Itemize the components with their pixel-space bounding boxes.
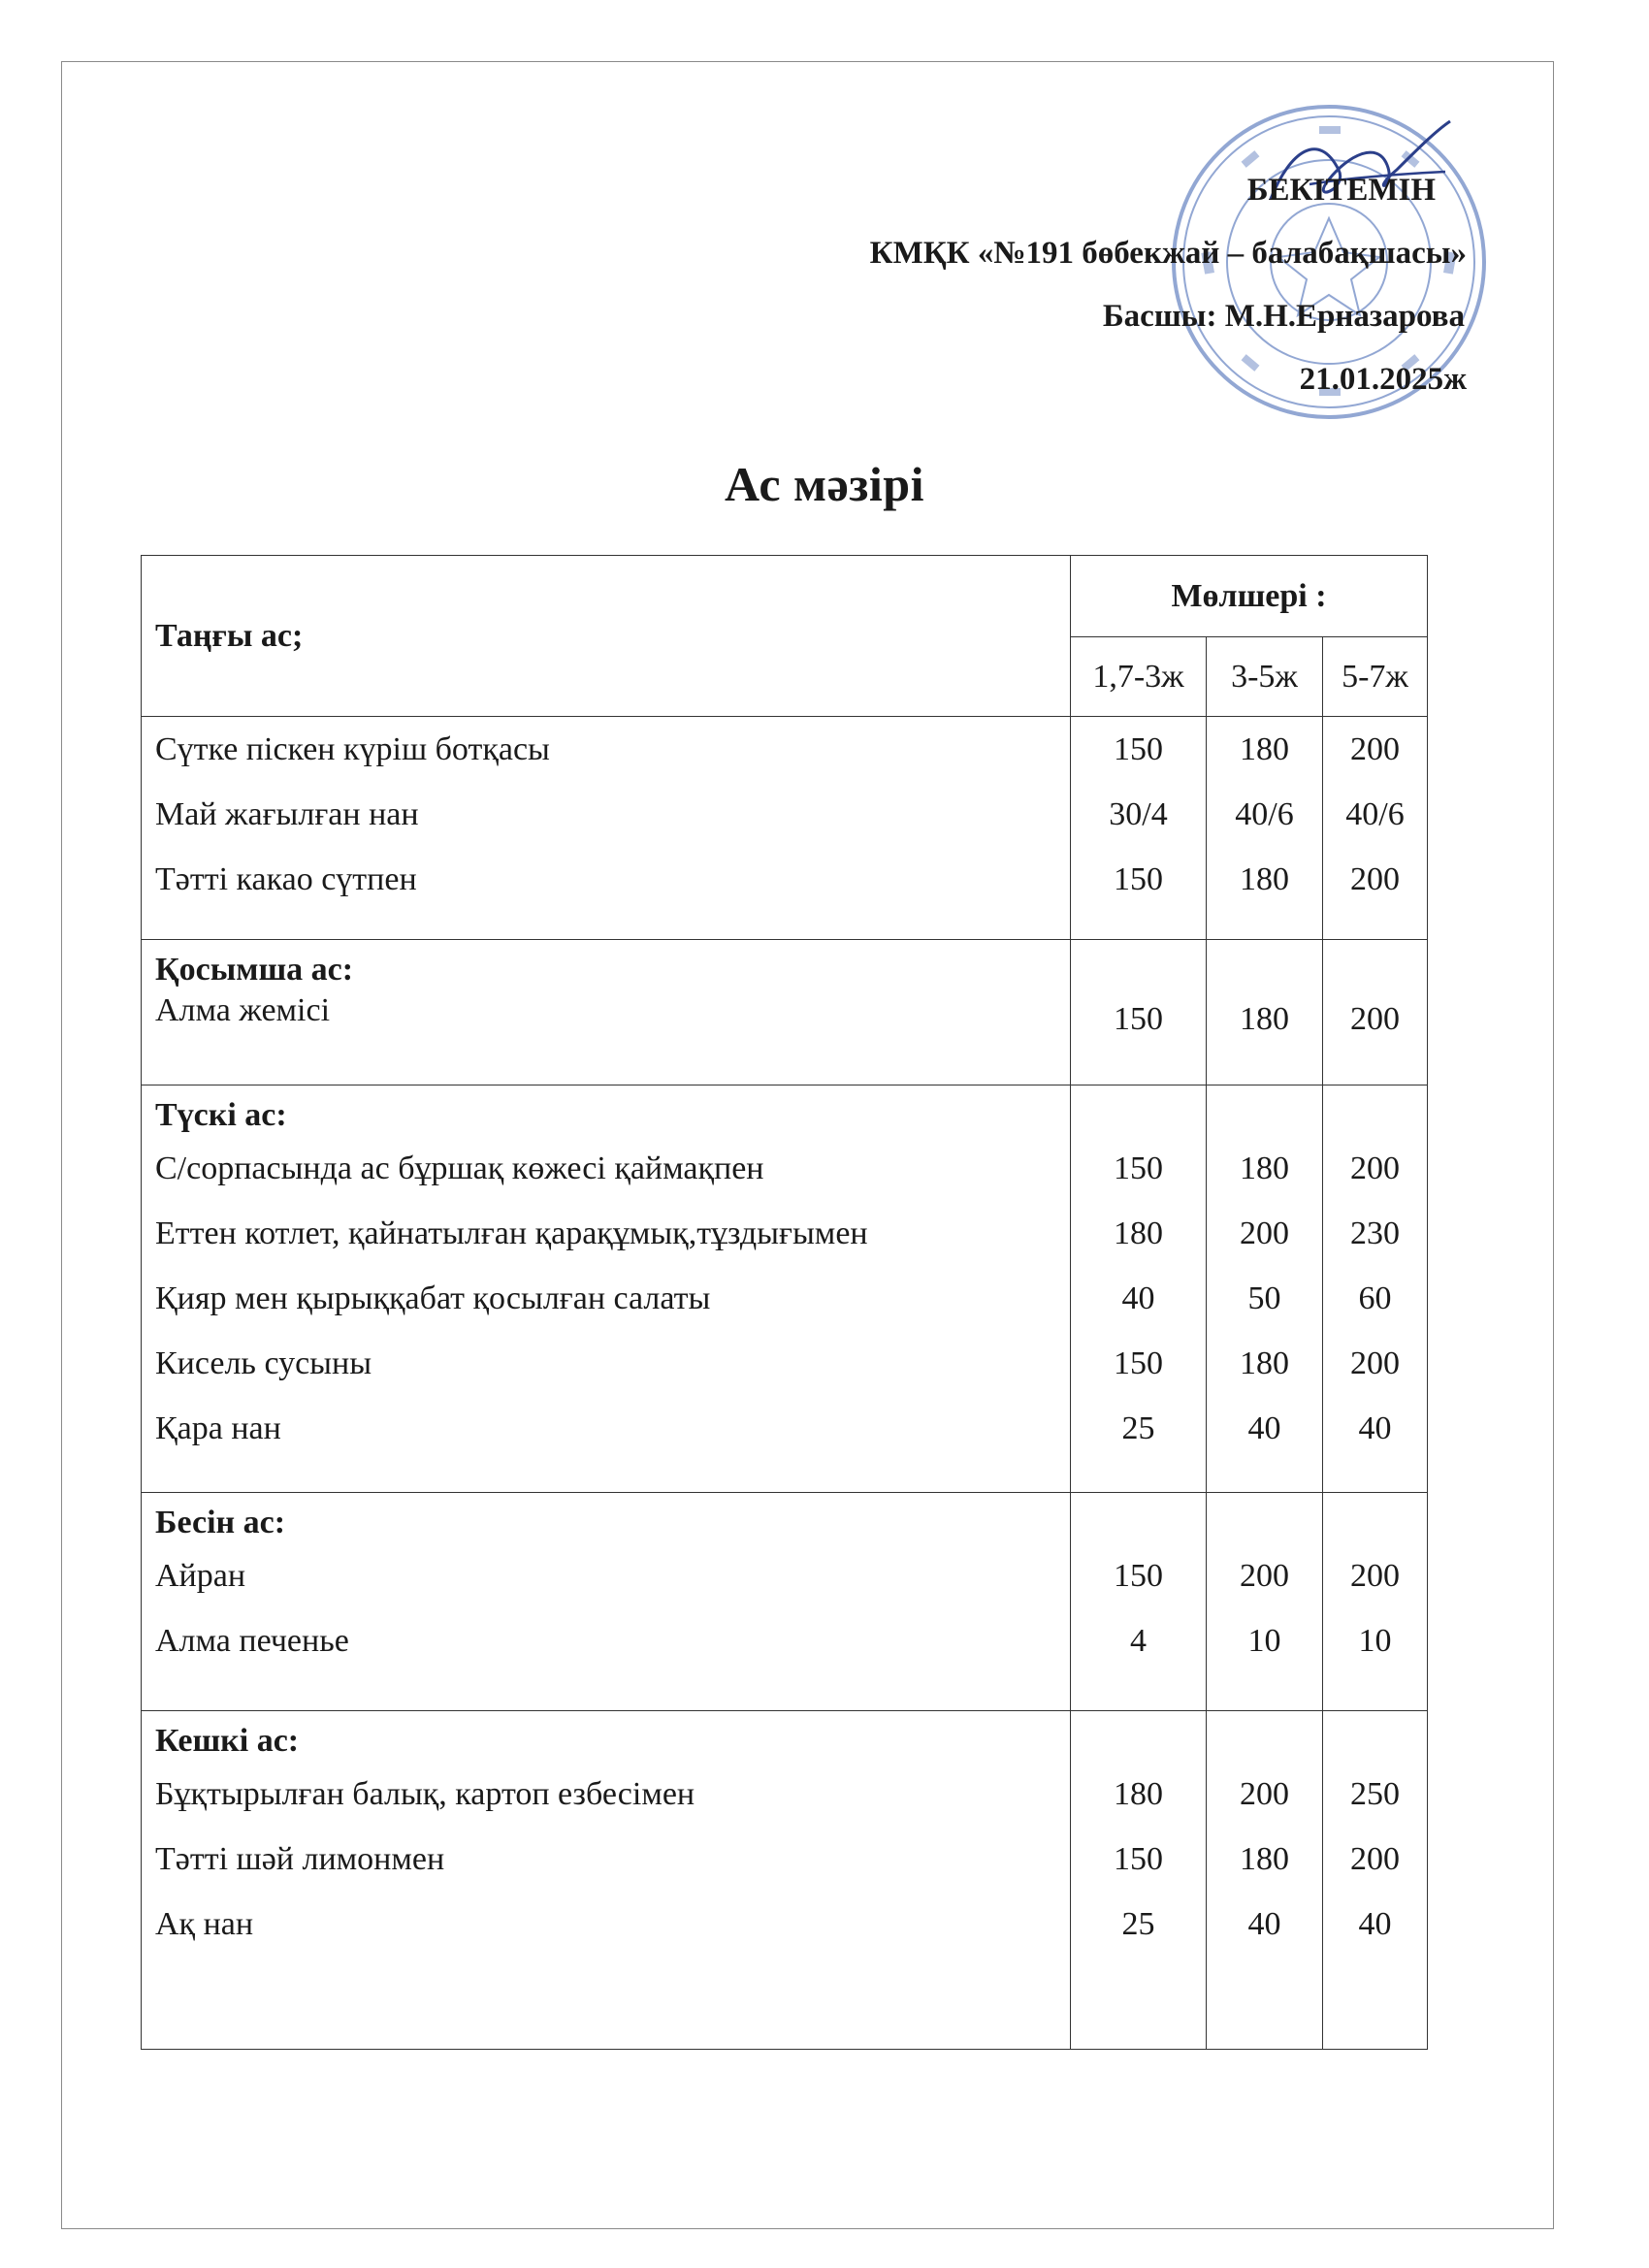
list-item: Бұқтырылған балық, картоп езбесімен: [155, 1776, 695, 1812]
section-items: [142, 1493, 1071, 1711]
value-cell: 40: [1247, 1906, 1281, 1942]
value-cell: 180: [1240, 1841, 1289, 1877]
value-cell: 40/6: [1345, 796, 1405, 832]
menu-table: [141, 555, 1428, 2050]
section-title: Түскі ас:: [155, 1097, 287, 1133]
value-cell: 150: [1114, 731, 1163, 767]
list-item: Кисель сусыны: [155, 1345, 372, 1381]
list-item: Қияр мен қырыққабат қосылған салаты: [155, 1280, 711, 1316]
list-item: Тәтті шәй лимонмен: [155, 1841, 445, 1877]
list-item: Еттен котлет, қайнатылған қарақұмық,тұздығымен: [155, 1215, 868, 1251]
value-cell: 180: [1114, 1215, 1163, 1251]
value-cell: 230: [1350, 1215, 1401, 1251]
values-col-2: [1207, 717, 1323, 940]
value-cell: 180: [1240, 1150, 1289, 1186]
value-cell: 150: [1114, 1150, 1163, 1186]
values-col-3: [1323, 1085, 1428, 1493]
value-cell: 40: [1121, 1280, 1155, 1316]
value-cell: 200: [1240, 1558, 1289, 1594]
values-col-2: [1207, 1711, 1323, 2050]
list-item: Ақ нан: [155, 1906, 254, 1942]
section-title: Кешкі ас:: [155, 1723, 300, 1759]
value-cell: 180: [1240, 1345, 1289, 1381]
values-col-1: [1071, 940, 1207, 1085]
value-cell: 60: [1358, 1280, 1392, 1316]
list-item: Май жағылған нан: [155, 796, 419, 832]
list-item: Қара нан: [155, 1410, 281, 1446]
section-items: [142, 1085, 1071, 1493]
value-cell: 150: [1114, 1001, 1163, 1037]
value-cell: 200: [1350, 1345, 1401, 1381]
value-cell: 180: [1240, 731, 1289, 767]
section-items: [142, 717, 1071, 940]
value-cell: 200: [1350, 1150, 1401, 1186]
values-col-3: [1323, 1711, 1428, 2050]
value-cell: 200: [1240, 1215, 1289, 1251]
values-col-2: [1207, 940, 1323, 1085]
section-items: [142, 1711, 1071, 2050]
page-title: Ас мәзірі: [725, 457, 924, 511]
list-item: Тәтті какао сүтпен: [155, 861, 417, 897]
age-group-3: 5-7ж: [1323, 637, 1428, 717]
values-col-3: [1323, 717, 1428, 940]
list-item: Айран: [155, 1558, 246, 1594]
breakfast-header: Таңғы ас;: [142, 556, 1071, 717]
value-cell: 150: [1114, 861, 1163, 897]
list-item: Алма печенье: [155, 1623, 349, 1659]
value-cell: 200: [1350, 731, 1401, 767]
value-cell: 40: [1358, 1410, 1392, 1446]
section-lunch: [142, 1085, 1428, 1493]
section-afternoon: [142, 1493, 1428, 1711]
value-cell: 10: [1358, 1623, 1392, 1659]
section-snack: [142, 940, 1428, 1085]
value-cell: 25: [1121, 1906, 1155, 1942]
value-cell: 150: [1114, 1558, 1163, 1594]
value-cell: 25: [1121, 1410, 1155, 1446]
value-cell: 180: [1240, 1001, 1289, 1037]
list-item: С/сорпасында ас бұршақ көжесі қаймақпен: [155, 1150, 764, 1186]
values-col-1: [1071, 1085, 1207, 1493]
value-cell: 10: [1247, 1623, 1281, 1659]
list-item: Сүтке піскен күріш ботқасы: [155, 731, 550, 767]
value-cell: 200: [1350, 1001, 1401, 1037]
value-cell: 200: [1350, 1841, 1401, 1877]
value-cell: 180: [1114, 1776, 1163, 1812]
values-col-1: [1071, 717, 1207, 940]
value-cell: 150: [1114, 1345, 1163, 1381]
table-header-row: [142, 556, 1428, 637]
approval-date: 21.01.2025ж: [1299, 362, 1467, 397]
approval-block: [869, 159, 1467, 411]
organization-name: КМҚК «№191 бөбекжай – балабақшасы»: [869, 236, 1467, 271]
value-cell: 40/6: [1235, 796, 1294, 832]
value-cell: 40: [1247, 1410, 1281, 1446]
value-cell: 40: [1358, 1906, 1392, 1942]
value-cell: 150: [1114, 1841, 1163, 1877]
values-col-2: [1207, 1493, 1323, 1711]
quantity-header: Мөлшері :: [1071, 556, 1428, 637]
age-group-2: 3-5ж: [1207, 637, 1323, 717]
values-col-1: [1071, 1711, 1207, 2050]
value-cell: 30/4: [1109, 796, 1168, 832]
value-cell: 50: [1247, 1280, 1281, 1316]
age-group-1: 1,7-3ж: [1071, 637, 1207, 717]
head-name: Басшы: М.Н.Ерназарова: [1102, 299, 1465, 334]
value-cell: 200: [1240, 1776, 1289, 1812]
values-col-3: [1323, 940, 1428, 1085]
value-cell: 180: [1240, 861, 1289, 897]
approval-heading: БЕКІТЕМІН: [1246, 173, 1436, 208]
value-cell: 200: [1350, 1558, 1401, 1594]
section-title: Қосымша ас:: [155, 952, 354, 988]
section-dinner: [142, 1711, 1428, 2050]
list-item: Алма жемісі: [155, 992, 331, 1028]
value-cell: 4: [1130, 1623, 1147, 1659]
values-col-3: [1323, 1493, 1428, 1711]
values-col-2: [1207, 1085, 1323, 1493]
values-col-1: [1071, 1493, 1207, 1711]
value-cell: 250: [1350, 1776, 1401, 1812]
section-breakfast: [142, 717, 1428, 940]
value-cell: 200: [1350, 861, 1401, 897]
section-title: Бесін ас:: [155, 1505, 286, 1540]
section-items: [142, 940, 1071, 1085]
